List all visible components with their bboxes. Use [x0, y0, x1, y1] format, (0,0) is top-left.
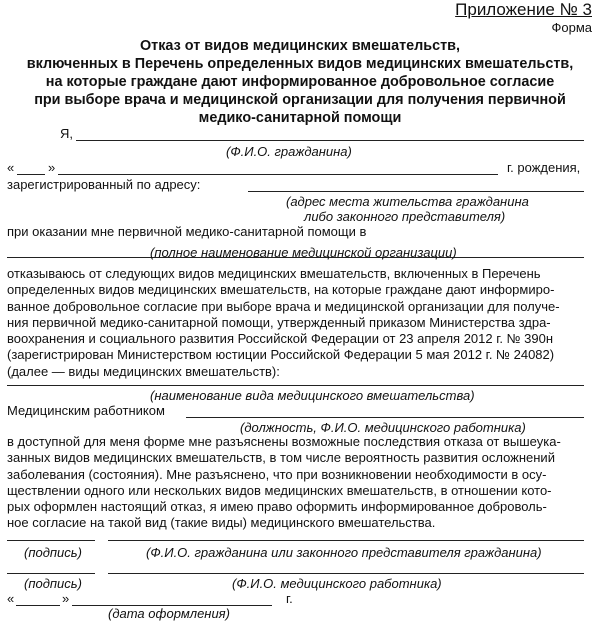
registered-label: зарегистрированный по адресу:: [7, 177, 201, 192]
organization-caption: (полное наименование медицинской организации): [150, 245, 457, 260]
fio-caption: (Ф.И.О. гражданина): [226, 144, 352, 159]
refusal-line: воохранения и социального развития Российской Федерации от 23 апреля 2012 г. № 390н: [7, 331, 554, 347]
citizen-signature-line[interactable]: [7, 540, 95, 541]
refusal-line: (далее — виды медицинских вмешательств):: [7, 363, 280, 379]
document-title: [0, 37, 600, 127]
date-caption: (дата оформления): [108, 606, 230, 621]
intervention-line-1[interactable]: [7, 385, 584, 386]
med-worker-caption: (должность, Ф.И.О. медицинского работника): [240, 420, 526, 435]
explanation-line: ществлении одного или нескольких видов медицинских вмешательств, в отношении кото-: [7, 482, 552, 498]
worker-fio-caption: (Ф.И.О. медицинского работника): [232, 576, 442, 591]
refusal-line: определенных видов медицинских вмешательств, на которые граждане дают информиро-: [7, 282, 555, 298]
date-year-label: г.: [286, 591, 293, 606]
date-open-quote: «: [7, 591, 15, 606]
signature-caption: (подпись): [24, 576, 82, 591]
refusal-line: ния первичной медико-санитарной помощи, утвержденный приказом Министерства здра-: [7, 314, 551, 330]
intervention-caption: (наименование вида медицинского вмешательства): [150, 388, 475, 403]
date-day-line[interactable]: [16, 605, 60, 606]
date-close-quote: »: [62, 591, 70, 606]
address-caption-2: либо законного представителя): [304, 209, 506, 224]
birth-month-year-line[interactable]: [58, 174, 498, 175]
title-line: на которые граждане дают информированное добровольное согласие: [45, 74, 555, 90]
citizen-name-line[interactable]: [76, 140, 584, 141]
i-label: Я,: [60, 126, 73, 141]
appendix-number: Приложение № 3: [455, 0, 592, 19]
birth-day-line[interactable]: [17, 174, 45, 175]
refusal-line: ванное добровольное согласие при выборе врача и медицинской организации для получе-: [7, 298, 560, 314]
explanation-line: занных видов медицинских вмешательств, в том числе вероятность развития осложнений: [7, 450, 555, 466]
signature-caption: (подпись): [24, 545, 82, 560]
explanation-line: в доступной для меня форме мне разъяснены возможные последствия отказа от вышеука-: [7, 434, 561, 449]
refusal-line: отказываюсь от следующих видов медицинских вмешательств, включенных в Перечень: [7, 266, 541, 281]
refusal-paragraph: [7, 266, 595, 380]
citizen-fio-caption: (Ф.И.О. гражданина или законного представителя гражданина): [146, 545, 542, 560]
providing-care-text: при оказании мне первичной медико-санитарной помощи в: [7, 224, 367, 239]
form-label: Форма: [551, 20, 592, 35]
explanation-line: ное согласие на такой вид (такие виды) медицинского вмешательства.: [7, 515, 436, 531]
close-quote: »: [48, 160, 56, 175]
worker-signature-line[interactable]: [7, 573, 95, 574]
birth-year-label: г. рождения,: [507, 160, 581, 175]
worker-name-signature-line[interactable]: [108, 573, 584, 574]
address-line[interactable]: [248, 191, 584, 192]
title-line: Отказ от видов медицинских вмешательств,: [139, 38, 461, 54]
explanation-line: заболевания (состояния). Мне разъяснено, что при возникновении необходимости в осу-: [7, 466, 547, 482]
med-worker-label: Медицинским работником: [7, 403, 165, 418]
explanation-line: рых оформлен настоящий отказ, я имею право оформить информированное доброволь-: [7, 499, 547, 515]
address-caption-1: (адрес места жительства гражданина: [286, 194, 529, 209]
title-line: при выборе врача и медицинской организации для получения первичной: [34, 92, 566, 108]
title-line: включенных в Перечень определенных видов медицинских вмешательств,: [26, 56, 574, 72]
open-quote: «: [7, 160, 15, 175]
refusal-line: (зарегистрирован Министерством юстиции Российской Федерации 5 мая 2012 г. № 24082): [7, 347, 555, 363]
title-line: медико-санитарной помощи: [198, 110, 402, 126]
citizen-name-signature-line[interactable]: [108, 540, 584, 541]
med-worker-line[interactable]: [186, 417, 584, 418]
explanation-paragraph: [7, 434, 595, 532]
